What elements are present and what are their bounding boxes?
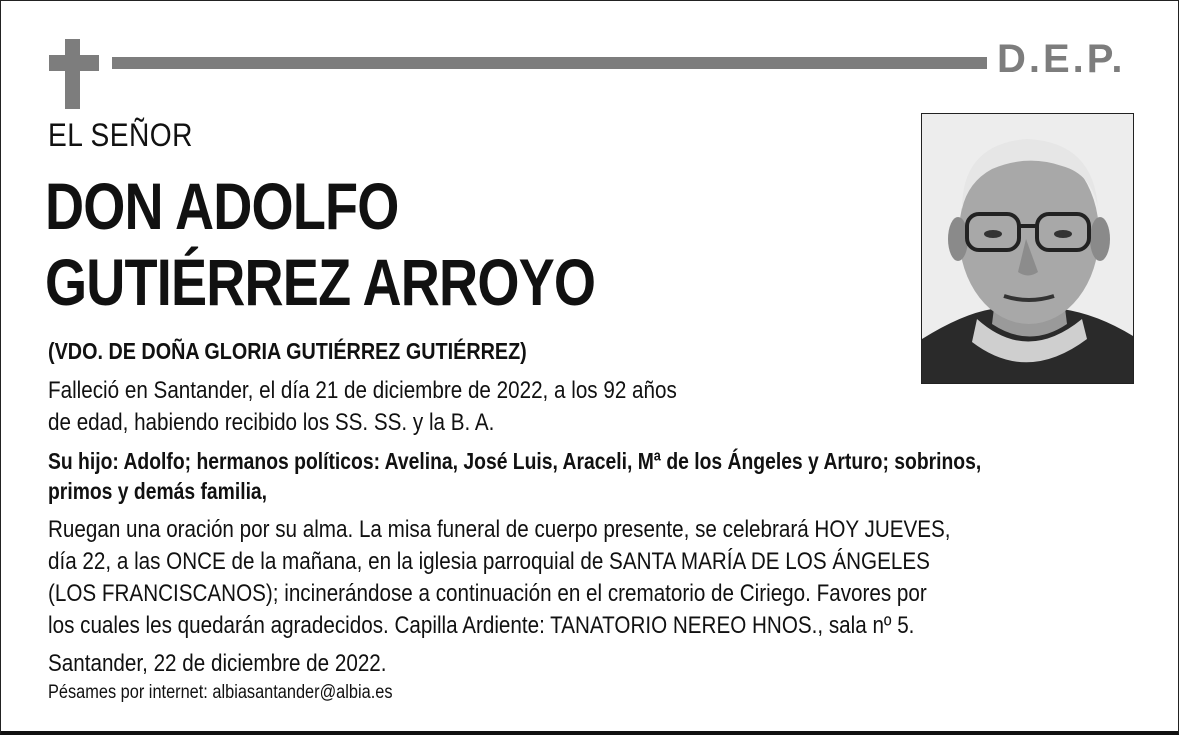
cross-icon-vertical: [65, 39, 80, 109]
death-notice-line: Falleció en Santander, el día 21 de diciembre de 2022, a los 92 años: [48, 377, 677, 404]
family-line: Su hijo: Adolfo; hermanos políticos: Avelina, José Luis, Araceli, Mª de los Ángeles y Arturo; sobrinos,: [48, 448, 982, 474]
widower-of: (VDO. DE DOÑA GLORIA GUTIÉRREZ GUTIÉRREZ): [48, 338, 527, 364]
salutation: EL SEÑOR: [48, 117, 193, 153]
family-line: primos y demás familia,: [48, 478, 268, 504]
deceased-name-line1: DON ADOLFO: [45, 169, 399, 243]
funeral-line: día 22, a las ONCE de la mañana, en la iglesia parroquial de SANTA MARÍA DE LOS ÁNGELES: [48, 548, 930, 575]
deceased-name-line2: GUTIÉRREZ ARROYO: [45, 245, 596, 319]
funeral-line: (LOS FRANCISCANOS); incinerándose a continuación en el crematorio de Ciriego. Favores por: [48, 580, 927, 607]
cross-icon-horizontal: [49, 55, 99, 71]
death-notice-line: de edad, habiendo recibido los SS. SS. y la B. A.: [48, 409, 495, 436]
funeral-details: [48, 514, 951, 642]
death-notice: [48, 375, 677, 439]
funeral-line: los cuales les quedarán agradecidos. Capilla Ardiente: TANATORIO NEREO HNOS., sala nº 5.: [48, 612, 915, 639]
condolences-email: Pésames por internet: albiasantander@albia.es: [48, 682, 393, 703]
portrait-photo: [921, 113, 1134, 384]
dep-heading: D.E.P.: [997, 37, 1126, 81]
header-rule: [112, 57, 987, 69]
family-list: [48, 446, 981, 506]
portrait-image: [922, 114, 1133, 383]
place-date: Santander, 22 de diciembre de 2022.: [48, 650, 387, 677]
funeral-line: Ruegan una oración por su alma. La misa funeral de cuerpo presente, se celebrará HOY JUEVES,: [48, 516, 951, 543]
